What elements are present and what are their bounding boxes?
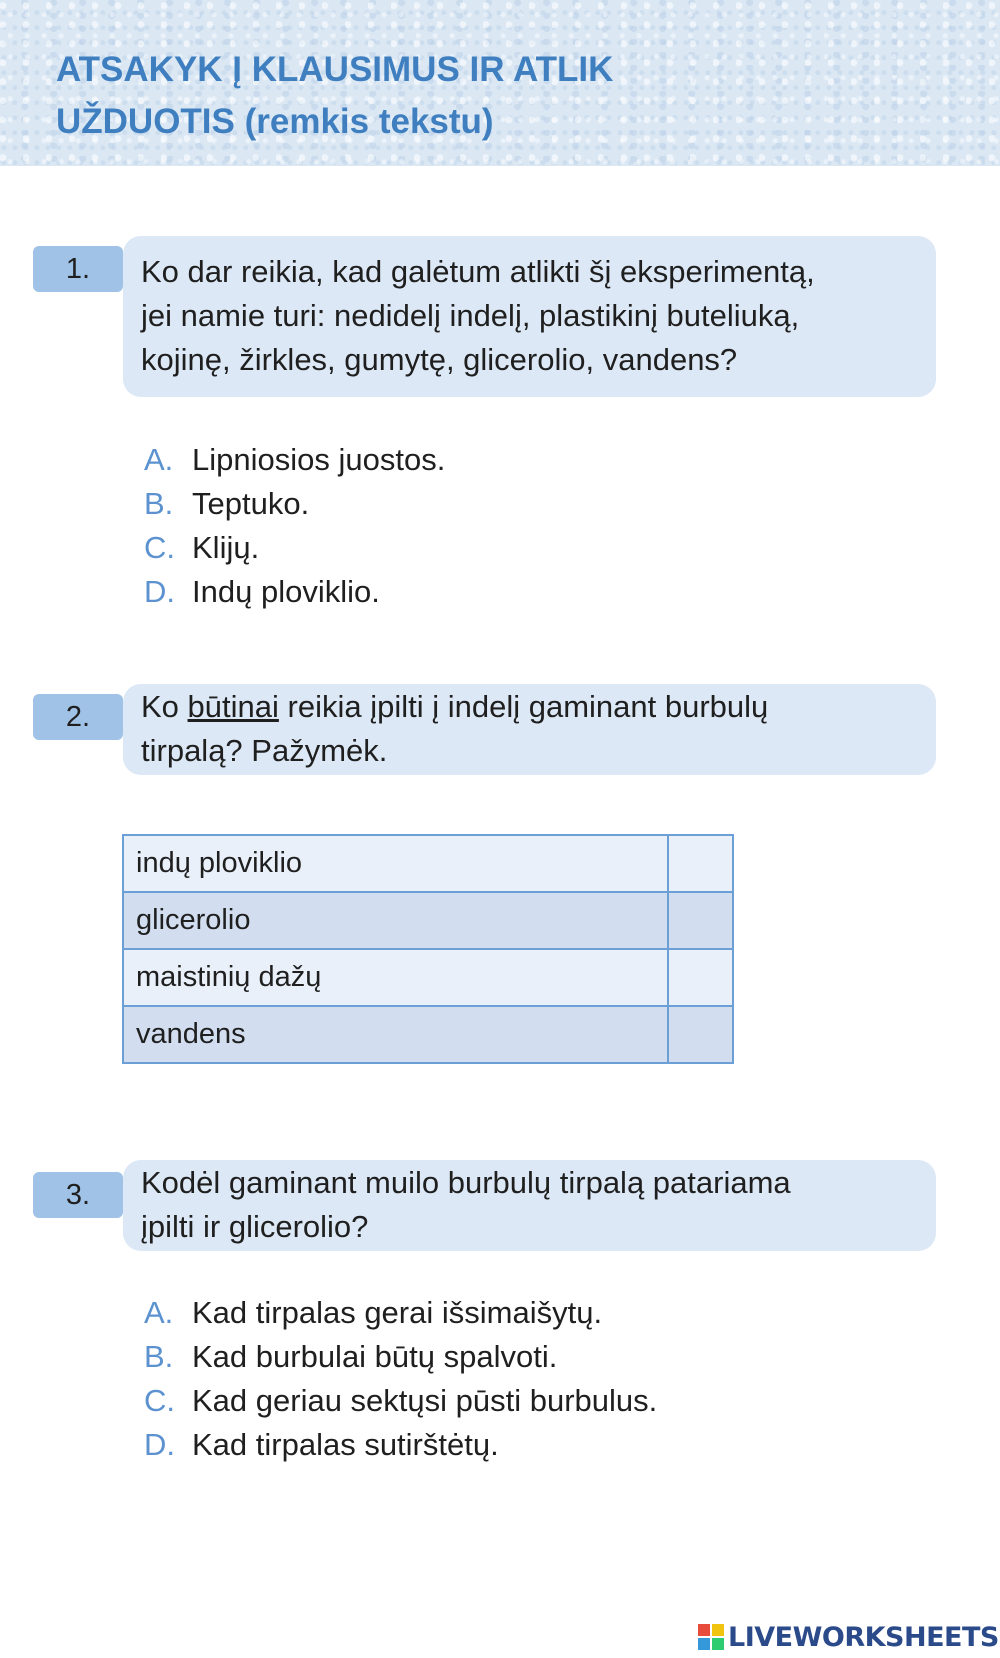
table-row-label: maistinių dažų (123, 949, 668, 1006)
table-row (123, 835, 733, 892)
option-letter: A. (144, 442, 174, 477)
question-3-option-a[interactable] (144, 1291, 657, 1335)
option-letter: D. (144, 1427, 175, 1462)
option-letter: B. (144, 486, 174, 521)
table-row (123, 892, 733, 949)
question-1-number: 1. (33, 246, 123, 292)
question-3-option-d[interactable] (144, 1423, 657, 1467)
question-2-text-before: Ko (141, 689, 188, 724)
table-row (123, 1006, 733, 1063)
question-1-bubble (123, 236, 936, 397)
option-letter: B. (144, 1339, 174, 1374)
question-1-options (144, 438, 445, 614)
question-3-number: 3. (33, 1172, 123, 1218)
question-1-option-a[interactable] (144, 438, 445, 482)
table-row-checkbox[interactable] (668, 892, 733, 949)
option-text: Kad burbulai būtų spalvoti. (192, 1339, 558, 1374)
question-3-bubble (123, 1160, 936, 1251)
question-2-number: 2. (33, 694, 123, 740)
question-2-bubble (123, 684, 936, 775)
liveworksheets-logo-text: LIVEWORKSHEETS (728, 1621, 999, 1653)
option-text: Klijų. (192, 530, 260, 565)
liveworksheets-logo (698, 1620, 999, 1654)
table-row-checkbox[interactable] (668, 1006, 733, 1063)
option-letter: C. (144, 530, 175, 565)
table-row (123, 949, 733, 1006)
liveworksheets-logo-icon (698, 1624, 724, 1650)
question-2-line-2: tirpalą? Pažymėk. (141, 733, 388, 768)
question-1-option-b[interactable] (144, 482, 445, 526)
question-2-line-1 (141, 685, 918, 729)
option-letter: C. (144, 1383, 175, 1418)
question-1-option-d[interactable] (144, 570, 445, 614)
question-3-line-1: Kodėl gaminant muilo burbulų tirpalą patariama (141, 1165, 791, 1200)
question-1-line-2: jei namie turi: nedidelį indelį, plastikinį buteliuką, (141, 298, 800, 333)
question-2-answer-table (122, 834, 734, 1064)
question-3-options (144, 1291, 657, 1467)
question-1-line-1: Ko dar reikia, kad galėtum atlikti šį eksperimentą, (141, 254, 815, 289)
question-3-option-c[interactable] (144, 1379, 657, 1423)
option-letter: D. (144, 574, 175, 609)
question-1-option-c[interactable] (144, 526, 445, 570)
header-banner (0, 0, 1000, 166)
option-text: Kad tirpalas sutirštėtų. (192, 1427, 499, 1462)
option-text: Kad geriau sektųsi pūsti burbulus. (192, 1383, 658, 1418)
question-2-text-after: reikia įpilti į indelį gaminant burbulų (278, 689, 769, 724)
question-2-underlined-word: būtinai (187, 689, 279, 724)
table-row-checkbox[interactable] (668, 949, 733, 1006)
question-3-line-2: įpilti ir glicerolio? (141, 1209, 369, 1244)
question-3-option-b[interactable] (144, 1335, 657, 1379)
option-text: Indų ploviklio. (192, 574, 380, 609)
table-row-checkbox[interactable] (668, 835, 733, 892)
option-text: Lipniosios juostos. (192, 442, 446, 477)
option-text: Kad tirpalas gerai išsimaišytų. (192, 1295, 603, 1330)
page-title (56, 44, 696, 148)
option-text: Teptuko. (192, 486, 310, 521)
page-title-line-1: ATSAKYK Į KLAUSIMUS IR ATLIK (56, 50, 614, 89)
option-letter: A. (144, 1295, 174, 1330)
page-title-line-2: UŽDUOTIS (remkis tekstu) (56, 102, 494, 141)
table-row-label: glicerolio (123, 892, 668, 949)
question-1-line-3: kojinę, žirkles, gumytę, glicerolio, vandens? (141, 342, 738, 377)
table-row-label: vandens (123, 1006, 668, 1063)
table-row-label: indų ploviklio (123, 835, 668, 892)
